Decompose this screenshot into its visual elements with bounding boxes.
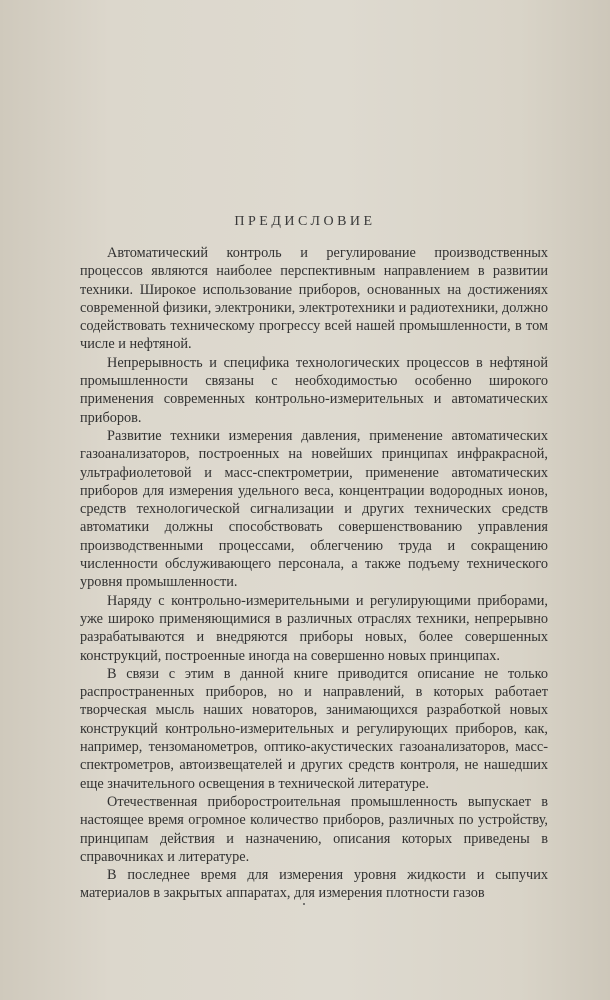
paragraph: В связи с этим в данной книге приводится описание не только распространенных приборов, но и направлений, в которых работает творческая мысль наших новаторов, занимающихся разработкой новых конструкций контрольно-измерительных и регулирующих приборов, как, например, тензоманометров, оптико-акустических газоанализаторов, масс-спектрометров, автоизвещателей и других средств контроля, не нашедших еще значительного освещения в технической литературе. [80,665,548,792]
paragraph: Непрерывность и специфика технологических процессов в нефтяной промышленности связаны с необходимостью особенно широкого применения современных контрольно-измерительных и автоматических приборов. [80,354,548,426]
body-text [80,244,548,903]
paragraph: Развитие техники измерения давления, применение автоматических газоанализаторов, построенных на новейших принципах инфракрасной, ультрафиолетовой и масс-спектрометрии, применение автоматических приборов для измерения удельного веса, концентрации водородных ионов, средств технологической сигнализации и других технических средств автоматики должны способствовать совершенствованию управления производственными процессами, облегчению труда и сокращению численности обслуживающего персонала, а также подъему технического уровня промышленности. [80,427,548,591]
paragraph: Наряду с контрольно-измерительными и регулирующими приборами, уже широко применяющимися в различных отраслях техники, непрерывно разрабатываются и внедряются приборы новых, более совершенных конструкций, построенные иногда на совершенно новых принципах. [80,592,548,664]
paragraph: Отечественная приборостроительная промышленность выпускает в настоящее время огромное количество приборов, различных по устройству, принципам действия и назначению, описания которых приведены в справочниках и литературе. [80,793,548,865]
ink-speck [303,903,305,905]
page-title: ПРЕДИСЛОВИЕ [234,214,376,229]
paragraph: В последнее время для измерения уровня жидкости и сыпучих материалов в закрытых аппаратах, для измерения плотности газов [80,867,548,902]
paragraph: Автоматический контроль и регулирование производственных процессов являются наиболее перспективным направлением в развитии техники. Широкое использование приборов, основанных на достижениях современной физики, электроники, электротехники и радиотехники, должно содействовать техническому прогрессу всей нашей промышленности, в том числе и нефтяной. [80,245,548,353]
